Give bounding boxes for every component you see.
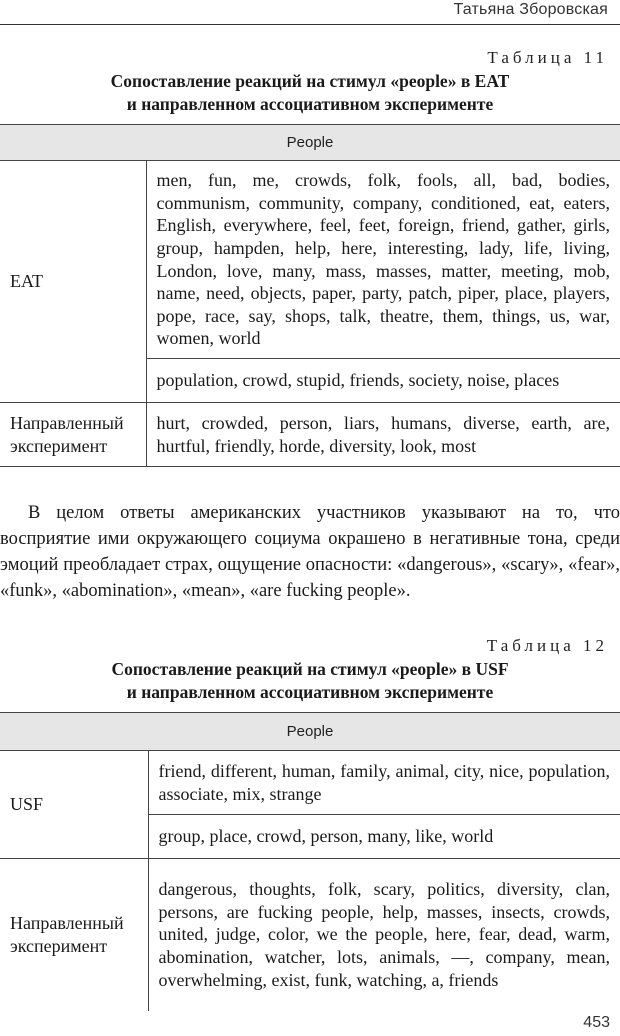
table-11-caption-line-1: Сопоставление реакций на стимул «people» в EAT <box>110 71 510 91</box>
eat-responses: men, fun, me, crowds, folk, fools, all, bad, bodies, communism, community, company, conditioned, eat, eaters, English, everywhere, feel, feet, foreign, friend, gather, girls, group, hampden, help, here, interesting, lady, life, living, London, love, many, mass, masses, matter, meeting, mob, name, need, objects, paper, party, patch, piper, place, players, pope, race, say, shops, talk, theatre, them, things, us, war, women, world <box>156 170 610 349</box>
usf-responses: friend, different, human, family, animal, city, nice, population, associate, mix, strange <box>158 760 610 804</box>
table-12 <box>0 712 620 1011</box>
table-12-caption-line-1: Сопоставление реакций на стимул «people» в USF <box>111 659 509 679</box>
column-header-people: People <box>0 125 620 161</box>
table-11-caption-line-2: и направленном ассоциативном эксперименте <box>126 94 494 114</box>
label-line-1: Направленный <box>10 912 124 933</box>
paragraph-text: В целом ответы американских участников указывают на то, что восприятие ими окружающего социума окрашено в негативные тона, среди эмоций преобладает страх, ощущение опасности: «dangerous», «scary», «fear», «funk», «abomination», «mean», «are fucking people». <box>0 503 620 601</box>
table-header-row <box>0 713 620 751</box>
label-line-1: Направленный <box>10 412 124 433</box>
running-head <box>0 0 620 25</box>
table-row <box>0 859 620 1011</box>
author-name: Татьяна Зборовская <box>453 1 608 18</box>
row-label-directed-experiment <box>0 859 148 1011</box>
table-12-caption <box>0 658 620 704</box>
row-label-eat: EAT <box>0 161 146 403</box>
directed-experiment-responses: hurt, crowded, person, liars, humans, diverse, earth, are, hurtful, friendly, horde, diversity, look, most <box>146 403 620 467</box>
column-header-people: People <box>0 713 620 751</box>
page-number: 453 <box>583 1014 610 1031</box>
table-11 <box>0 124 620 467</box>
table-11-number: Таблица 11 <box>487 48 608 67</box>
body-paragraph <box>0 500 620 604</box>
table-header-row <box>0 125 620 161</box>
shared-responses: group, place, crowd, person, many, like, world <box>148 815 620 859</box>
table-11-caption <box>0 70 620 116</box>
table-12-number: Таблица 12 <box>486 636 608 655</box>
directed-experiment-responses: dangerous, thoughts, folk, scary, politics, diversity, clan, persons, are fucking people, help, masses, insects, crowds, united, judge, color, we the people, here, fear, dead, warm, abomination, watcher, lots, animals, —, company, mean, overwhelming, exist, funk, watching, a, friends <box>158 879 610 990</box>
table-row <box>0 751 620 815</box>
label-line-2: эксперимент <box>10 435 108 456</box>
row-label-directed-experiment <box>0 403 146 467</box>
table-row <box>0 161 620 359</box>
shared-responses: population, crowd, stupid, friends, society, noise, places <box>146 359 620 403</box>
label-line-2: эксперимент <box>10 935 108 956</box>
table-row <box>0 403 620 467</box>
table-12-caption-line-2: и направленном ассоциативном эксперименте <box>126 682 494 702</box>
row-label-usf: USF <box>0 751 148 859</box>
